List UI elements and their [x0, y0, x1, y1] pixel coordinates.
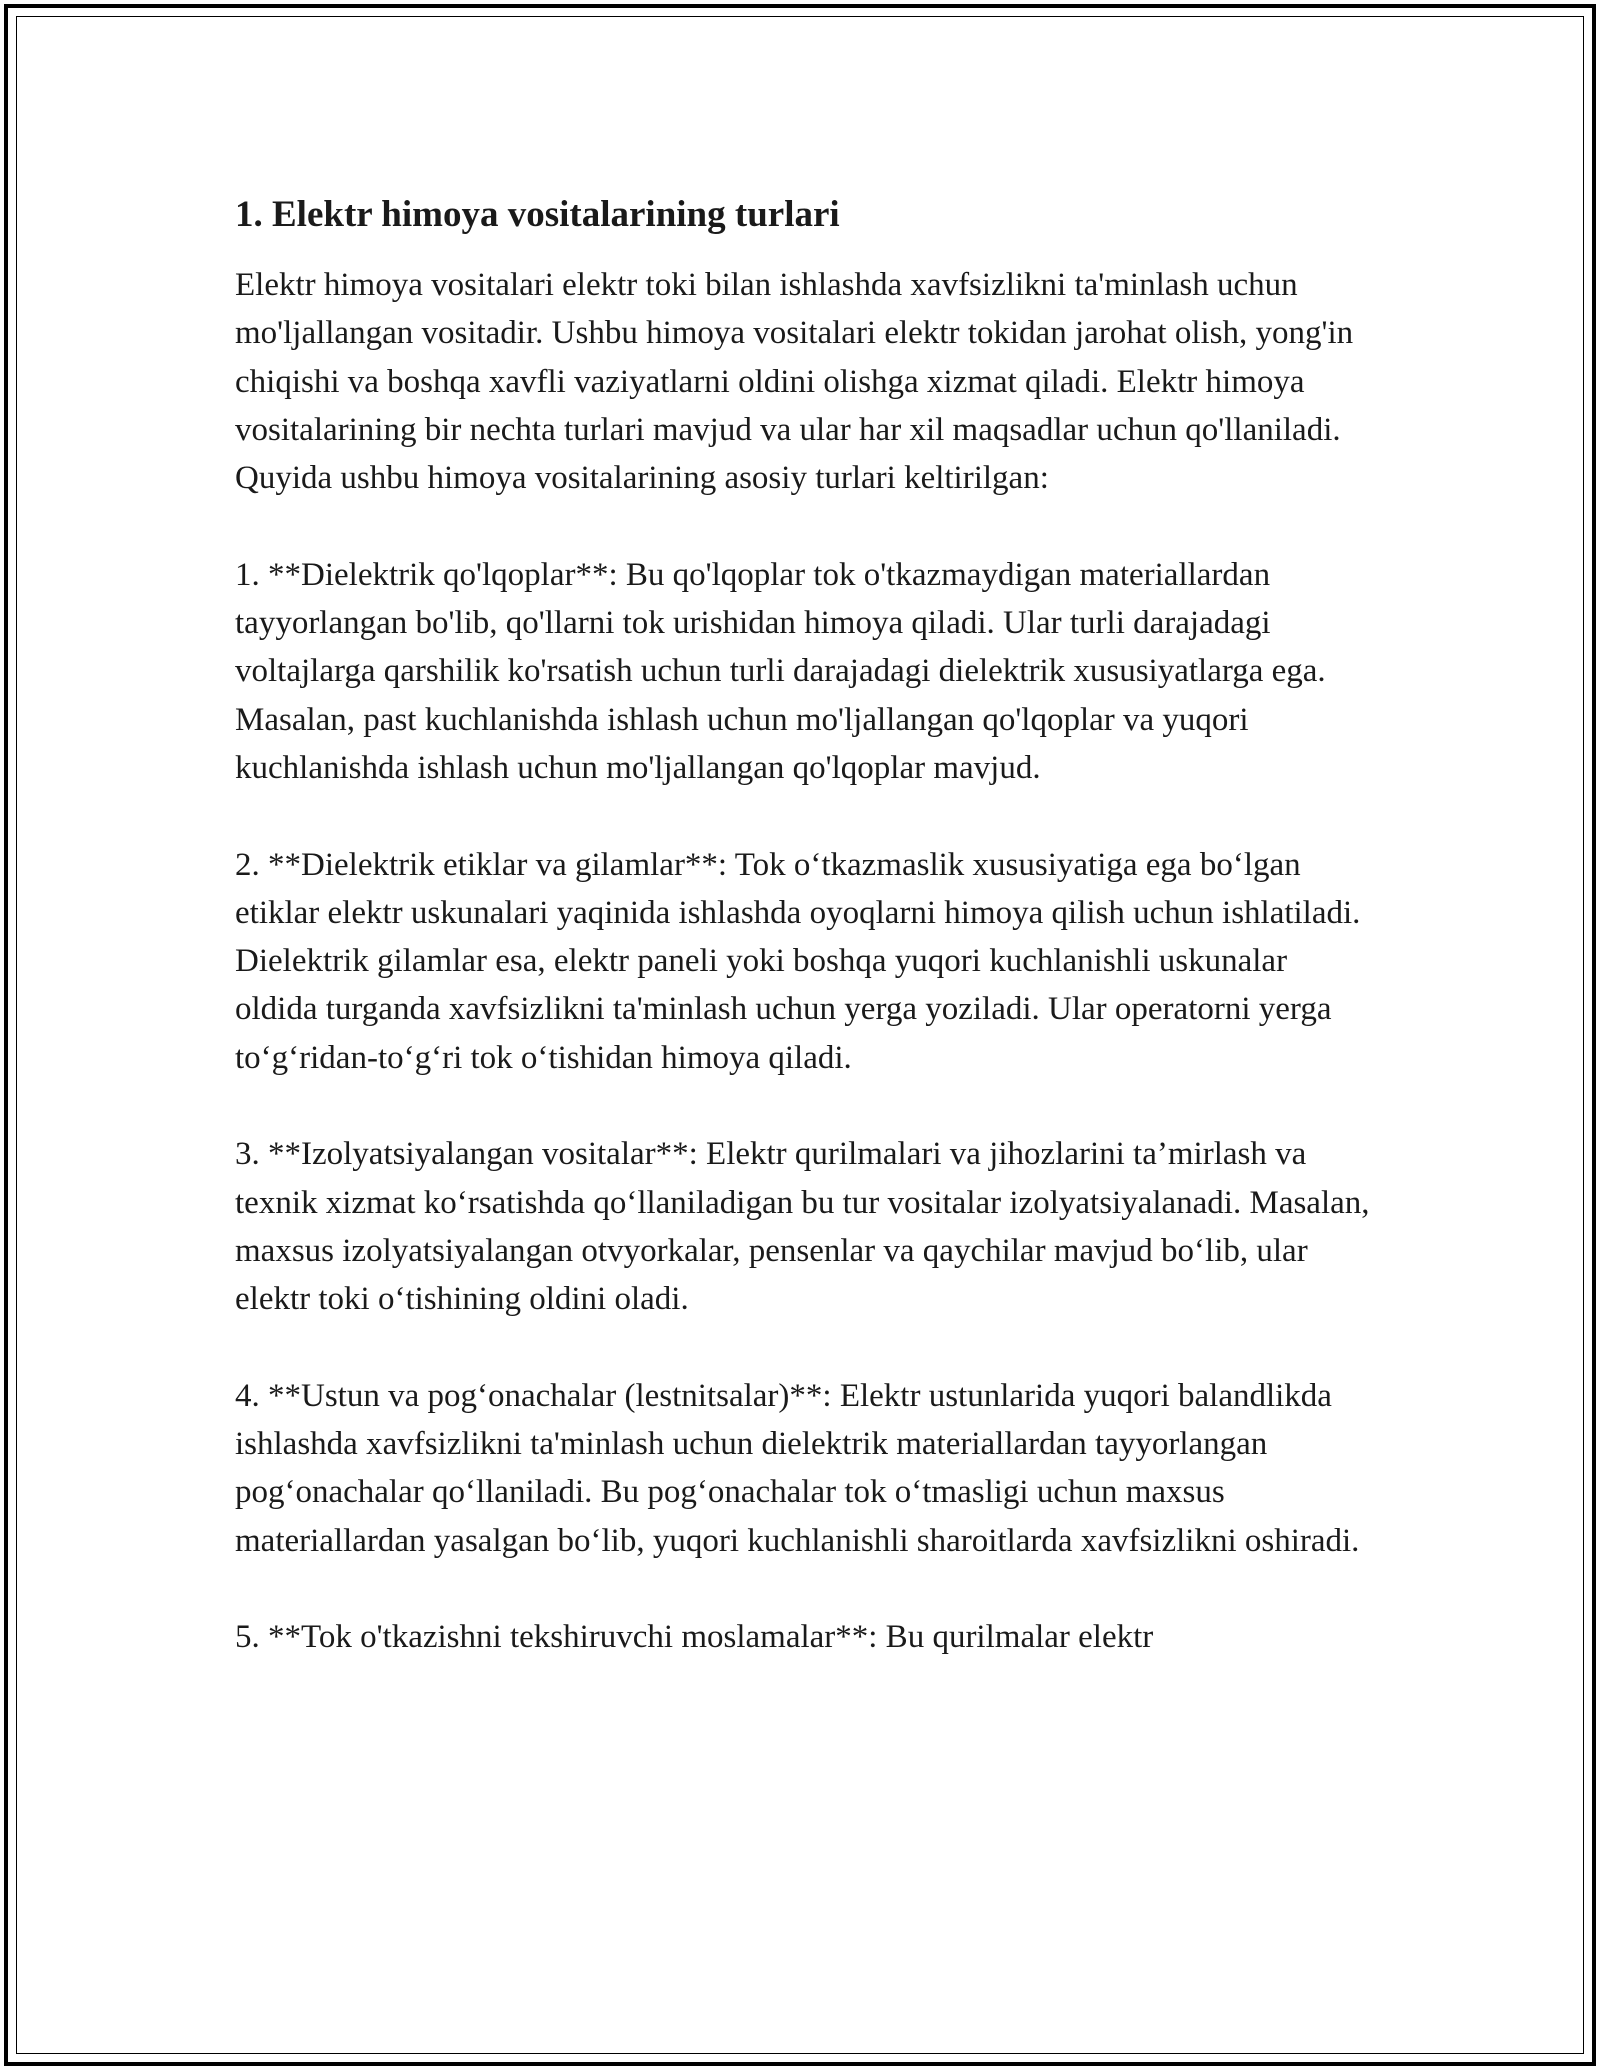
list-item-insulated-tools: 3. **Izolyatsiyalangan vositalar**: Elektr qurilmalari va jihozlarini ta’mirlash va texnik xizmat ko‘rsatishda qo‘llaniladigan bu tur vositalar izolyatsiyalanadi. Masalan, maxsus izolyatsiyalangan otvyorkalar, pensenlar va qaychilar mavjud bo‘lib, ular elektr toki o‘tishining oldini oladi. — [235, 1136, 1370, 1318]
list-item-ladders: 4. **Ustun va pog‘onachalar (lestnitsalar)**: Elektr ustunlarida yuqori balandlikda ishlashda xavfsizlikni ta'minlash uchun dielektrik materiallardan tayyorlangan pog‘onachalar qo‘llaniladi. Bu pog‘onachalar tok o‘tmasligi uchun maxsus materiallardan yasalgan bo‘lib, yuqori kuchlanishli sharoitlarda xavfsizlikni oshiradi. — [235, 1377, 1360, 1559]
list-item-dielectric-gloves: 1. **Dielektrik qo'lqoplar**: Bu qo'lqoplar tok o'tkazmaydigan materiallardan tayyorlangan bo'lib, qo'llarni tok urishidan himoya qiladi. Ular turli darajadagi voltajlarga qarshilik ko'rsatish uchun turli darajadagi dielektrik xususiyatlarga ega. Masalan, past kuchlanishda ishlash uchun mo'ljallangan qo'lqoplar va yuqori kuchlanishda ishlash uchun mo'ljallangan qo'lqoplar mavjud. — [235, 556, 1326, 786]
section-title: 1. Elektr himoya vositalarining turlari — [235, 194, 840, 235]
list-item-voltage-testers: 5. **Tok o'tkazishni tekshiruvchi moslamalar**: Bu qurilmalar elektr — [235, 1619, 1154, 1656]
document-body — [235, 180, 1375, 1662]
list-item-dielectric-boots-mats: 2. **Dielektrik etiklar va gilamlar**: Tok o‘tkazmaslik xususiyatiga ega bo‘lgan etiklar elektr uskunalari yaqinida ishlashda oyoqlarni himoya qilish uchun ishlatiladi. Dielektrik gilamlar esa, elektr paneli yoki boshqa yuqori kuchlanishli uskunalar oldida turganda xavfsizlikni ta'minlash uchun yerga yoziladi. Ular operatorni yerga to‘g‘ridan-to‘g‘ri tok o‘tishidan himoya qiladi. — [235, 846, 1361, 1076]
intro-paragraph: Elektr himoya vositalari elektr toki bilan ishlashda xavfsizlikni ta'minlash uchun mo'ljallangan vositadir. Ushbu himoya vositalari elektr tokidan jarohat olish, yong'in chiqishi va boshqa xavfli vaziyatlarni oldini olishga xizmat qiladi. Elektr himoya vositalarining bir nechta turlari mavjud va ular har xil maqsadlar uchun qo'llaniladi. Quyida ushbu himoya vositalarining asosiy turlari keltirilgan: — [235, 267, 1354, 497]
